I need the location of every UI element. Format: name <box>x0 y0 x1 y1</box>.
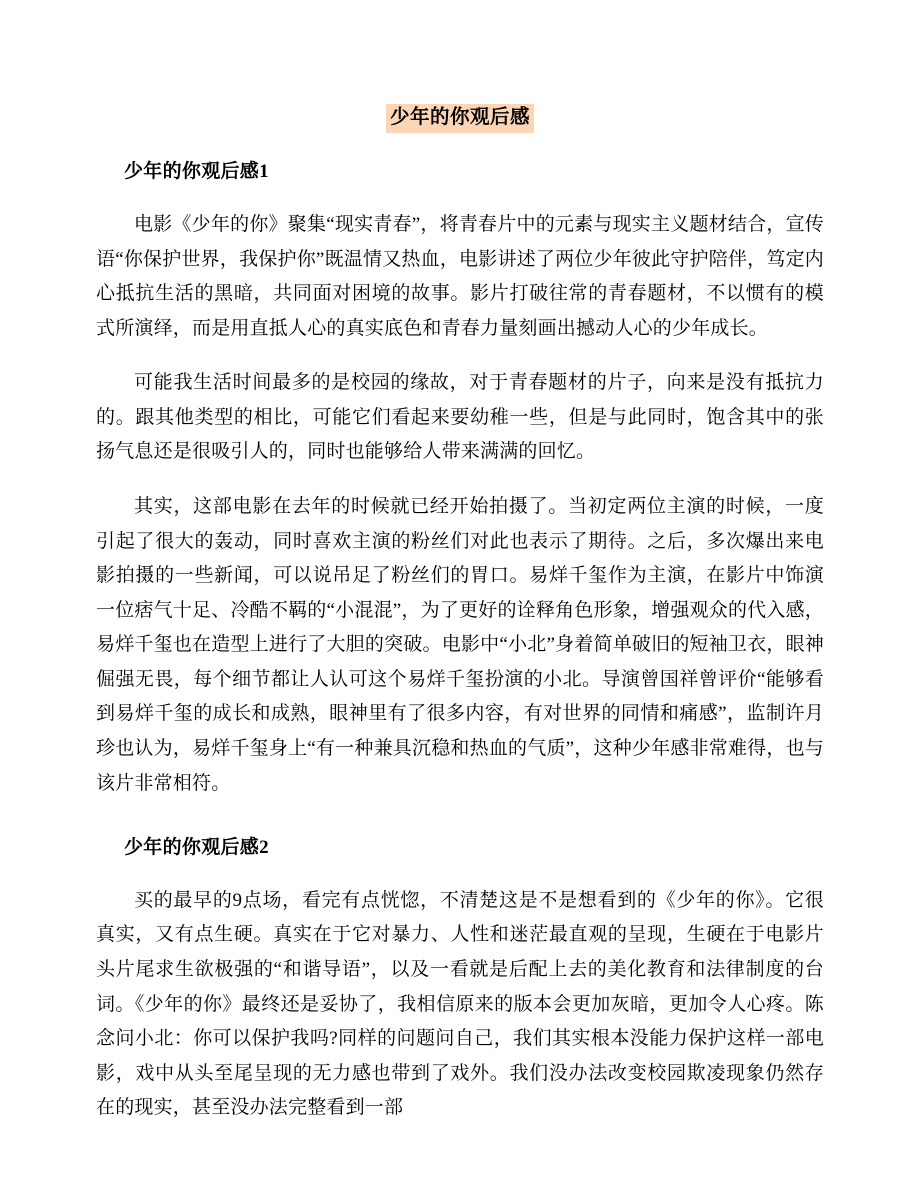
paragraph: 其实，这部电影在去年的时候就已经开始拍摄了。当初定两位主演的时候，一度引起了很大的轰动，同时喜欢主演的粉丝们对此也表示了期待。之后，多次爆出来电影拍摄的一些新闻，可以说吊足了粉丝们的胃口。易烊千玺作为主演，在影片中饰演一位痞气十足、冷酷不羁的“小混混”，为了更好的诠释角色形象，增强观众的代入感，易烊千玺也在造型上进行了大胆的突破。电影中“小北”身着简单破旧的短袖卫衣，眼神倔强无畏，每个细节都让人认可这个易烊千玺扮演的小北。导演曾国祥曾评价“能够看到易烊千玺的成长和成熟，眼神里有了很多内容，有对世界的同情和痛感”，监制许月珍也认为，易烊千玺身上“有一种兼具沉稳和热血的气质”，这种少年感非常难得，也与该片非常相符。 <box>96 496 824 794</box>
section-heading-1: 少年的你观后感1 <box>124 161 269 183</box>
document-title: 少年的你观后感 <box>386 104 534 133</box>
paragraph: 买的最早的9点场，看完有点恍惚，不清楚这是不是想看到的《少年的你》。它很真实，又有点生硬。真实在于它对暴力、人性和迷茫最直观的呈现，生硬在于电影片头片尾求生欲极强的“和谐导语”，以及一看就是后配上去的美化教育和法律制度的台词。《少年的你》最终还是妥协了，我相信原来的版本会更加灰暗，更加令人心疼。陈念问小北：你可以保护我吗?同样的问题问自己，我们其实根本没能力保护这样一部电影，戏中从头至尾呈现的无力感也带到了戏外。我们没办法改变校园欺凌现象仍然存在的现实，甚至没办法完整看到一部 <box>96 889 824 1119</box>
document-title-wrap <box>96 104 824 133</box>
paragraph: 可能我生活时间最多的是校园的缘故，对于青春题材的片子，向来是没有抵抗力的。跟其他类型的相比，可能它们看起来要幼稚一些，但是与此同时，饱含其中的张扬气息还是很吸引人的，同时也能够给人带来满满的回忆。 <box>96 372 824 463</box>
section-heading-2: 少年的你观后感2 <box>124 837 269 859</box>
paragraph: 电影《少年的你》聚集“现实青春”，将青春片中的元素与现实主义题材结合，宣传语“你保护世界，我保护你”既温情又热血，电影讲述了两位少年彼此守护陪伴，笃定内心抵抗生活的黑暗，共同面对困境的故事。影片打破往常的青春题材，不以惯有的模式所演绎，而是用直抵人心的真实底色和青春力量刻画出撼动人心的少年成长。 <box>96 213 824 339</box>
